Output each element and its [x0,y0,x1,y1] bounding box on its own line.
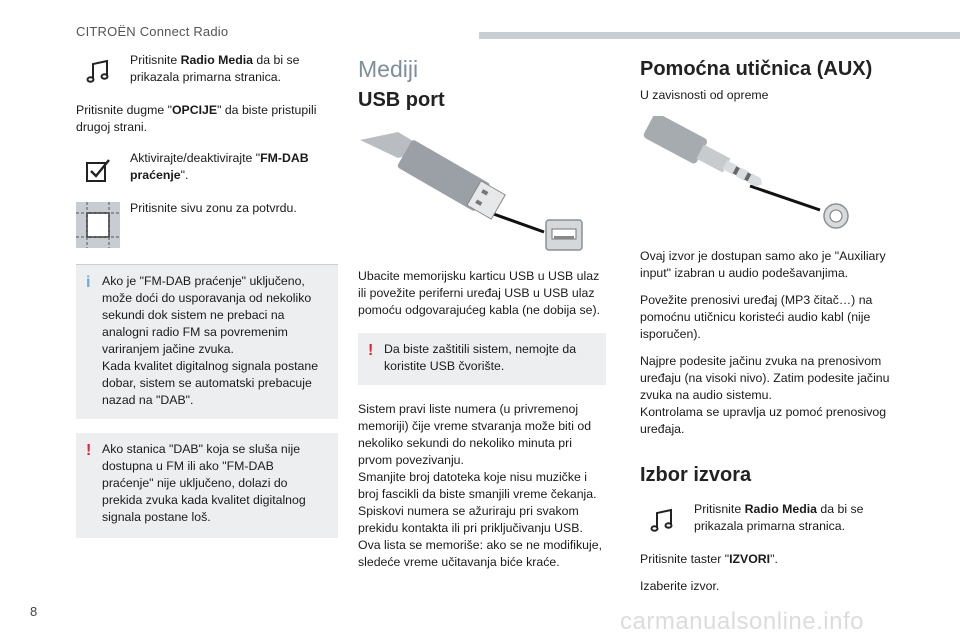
step-source-radio-media-text: Pritisnite Radio Media da bi se prikazala primarna stranica. [694,502,864,533]
aux-paragraph-2: Povežite prenosivi uređaj (MP3 čitač…) na pomoćnu utičnicu koristeći audio kabl (nije isporučen). [640,293,873,341]
grid-zone-icon [76,200,120,250]
warning-icon: ! [86,442,92,459]
sources-paragraph: Pritisnite taster "IZVORI". [640,552,778,566]
aux-illustration [640,116,902,244]
column-2 [358,56,606,571]
aux-paragraph-3: Najpre podesite jačinu zvuka na prenosivom uređaju (na visoki nivo). Zatim podesite jačinu zvuka na audio sistemu. Kontrolama se upravlja uz pomoć prenosivog uređaja. [640,354,890,436]
source-selection-title: Izbor izvora [640,464,752,486]
column-1 [76,52,338,538]
step-grey-zone [76,200,338,250]
aux-jack-icon [640,116,860,244]
warning-note-dab-text: Ako stanica "DAB" koja se sluša nije dostupna u FM ili ako "FM-DAB praćenje" nije uključeno, dolazi do prekida zvuka kada kvalitet digitalnog signala postane loš. [102,442,306,524]
watermark: carmanualsonline.info [620,608,864,635]
select-source-paragraph: Izaberite izvor. [640,579,720,593]
info-note-line-1: Ako je "FM-DAB praćenje" uključeno, može doći do usporavanja od nekoliko sekundi dok sistem ne prebaci na analogni radio FM sa povremenim variranjem jačine zvuka. [102,274,312,356]
options-paragraph: Pritisnite dugme "OPCIJE" da biste pristupili drugoj strani. [76,103,317,134]
warning-icon: ! [368,342,374,359]
header-title: CITROËN Connect Radio [76,24,229,39]
usb-illustration [358,128,606,264]
page-number: 8 [30,604,38,619]
header-bar [479,32,960,39]
step-radio-media [76,52,338,92]
step-grey-zone-text: Pritisnite sivu zonu za potvrdu. [130,201,297,215]
aux-subtitle: U zavisnosti od opreme [640,88,769,102]
column-3 [640,58,902,595]
step-radio-media-text: Pritisnite Radio Media da bi se prikazala primarna stranica. [130,53,300,84]
info-note [76,264,338,419]
music-note-icon [76,52,120,92]
checkbox-icon [76,150,120,190]
aux-paragraph-1: Ovaj izvor je dostupan samo ako je "Auxiliary input" izabran u audio podešavanjima. [640,249,886,280]
usb-port-title: USB port [358,89,445,111]
usb-plug-icon [358,128,598,264]
music-note-icon [640,501,684,541]
warning-note-usb-text: Da biste zaštitili sistem, nemojte da koristite USB čvorište. [384,342,577,373]
usb-paragraph-2: Sistem pravi liste numera (u privremenoj memoriji) čije vreme stvaranja može biti od nekoliko sekundi do nekoliko minuta pri prvom povezivanju. Smanjite broj datoteka koje nisu muzičke i broj fascikli da biste smanjili vreme čekanja. Spiskovi numera se ažuriraju pri svakom prekidu kontakta ili pri priključivanju USB. Ova lista se memoriše: ako se ne modifikuje, sledeće vreme učitavanja biće kraće. [358,402,602,569]
step-fm-dab [76,150,338,190]
step-fm-dab-text: Aktivirajte/deaktivirajte "FM-DAB praćenje". [130,151,309,182]
warning-note-dab [76,433,338,538]
warning-note-usb [358,333,606,385]
info-icon: i [86,274,91,291]
section-title-media: Mediji [358,56,419,82]
info-note-line-2: Kada kvalitet digitalnog signala postane dobar, sistem se automatski prebacuje nazad na "DAB". [102,359,319,407]
usb-paragraph-1: Ubacite memorijsku karticu USB u USB ulaz ili povežite periferni uređaj USB u USB ulaz pomoću odgovarajućeg kabla (ne dobija se). [358,269,600,317]
step-source-radio-media [640,501,902,541]
aux-title: Pomoćna utičnica (AUX) [640,58,873,80]
